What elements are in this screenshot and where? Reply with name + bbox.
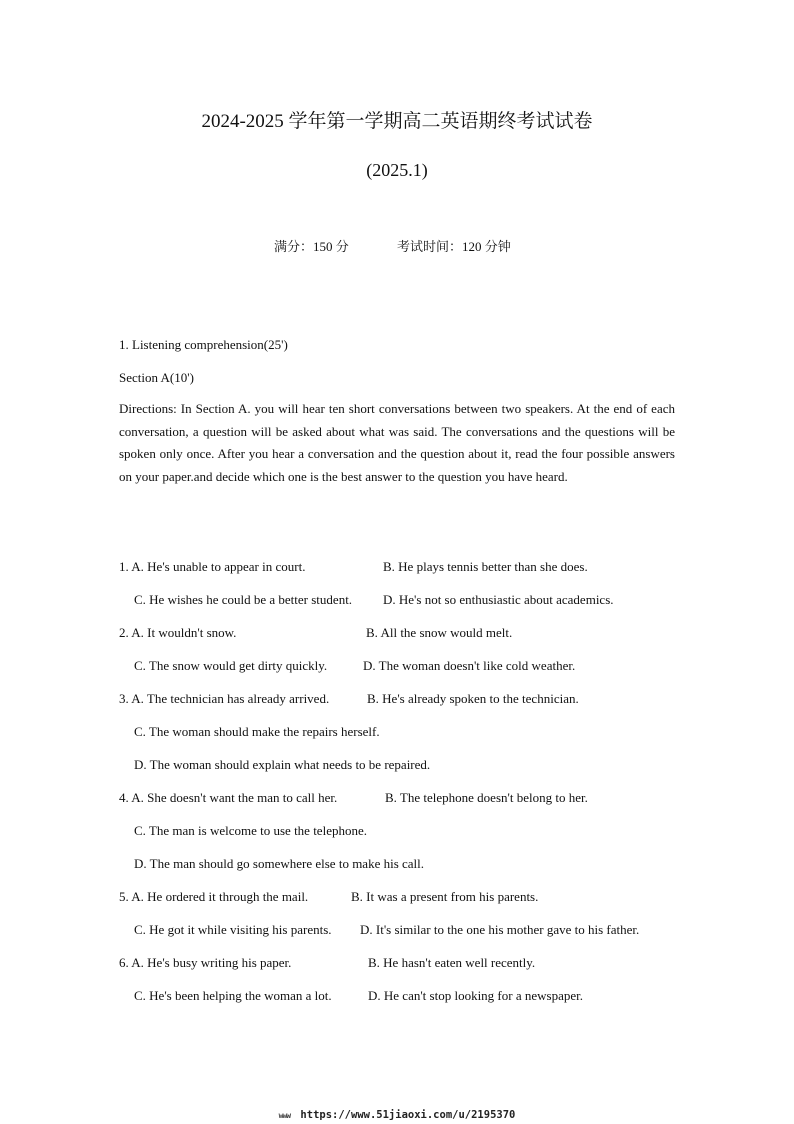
q2-option-c: C. The snow would get dirty quickly. <box>134 658 328 673</box>
full-score: 满分：150 分 <box>274 239 349 254</box>
directions-paragraph: Directions: In Section A. you will hear ten short conversations between two speakers. At the end of each conversation, a question will be asked about what was said. The conversations and the questions will be spoken only once. After you hear a conversation and the question about it, read the four possible answers on your paper.and decide which one is the best answer to the question you have heard. <box>119 401 675 484</box>
q5-option-c: C. He got it while visiting his parents. <box>134 922 332 937</box>
q4-option-d: D. The man should go somewhere else to make his call. <box>134 856 425 871</box>
q5-option-a: 5. A. He ordered it through the mail. <box>119 889 309 904</box>
footer-url[interactable]: https://www.51jiaoxi.com/u/2195370 <box>300 1109 516 1121</box>
q5-option-b: B. It was a present from his parents. <box>351 889 539 904</box>
q5-option-d: D. It's similar to the one his mother gave to his father. <box>360 922 640 937</box>
q2-option-b: B. All the snow would melt. <box>366 625 513 640</box>
q2-option-a: 2. A. It wouldn't snow. <box>119 625 237 640</box>
q2-option-d: D. The woman doesn't like cold weather. <box>363 658 576 673</box>
q4-option-a: 4. A. She doesn't want the man to call her. <box>119 790 338 805</box>
q6-option-b: B. He hasn't eaten well recently. <box>368 955 536 970</box>
q6-option-c: C. He's been helping the woman a lot. <box>134 988 332 1003</box>
section-title: Section A(10') <box>119 370 194 385</box>
q1-option-c: C. He wishes he could be a better student. <box>134 592 353 607</box>
q3-option-b: B. He's already spoken to the technician. <box>367 691 579 706</box>
q1-option-b: B. He plays tennis better than she does. <box>383 559 588 574</box>
part-title: 1. Listening comprehension(25') <box>119 337 288 352</box>
q6-option-d: D. He can't stop looking for a newspaper. <box>368 988 583 1003</box>
q6-option-a: 6. A. He's busy writing his paper. <box>119 955 292 970</box>
q1-option-a: 1. A. He's unable to appear in court. <box>119 559 306 574</box>
footer-watermark <box>0 1109 794 1121</box>
footer-logo: www <box>278 1111 291 1120</box>
q3-option-a: 3. A. The technician has already arrived. <box>119 691 330 706</box>
exam-date: (2025.1) <box>366 160 428 180</box>
q3-option-d: D. The woman should explain what needs to be repaired. <box>134 757 431 772</box>
exam-time: 考试时间：120 分钟 <box>397 239 511 254</box>
q3-option-c: C. The woman should make the repairs herself. <box>134 724 380 739</box>
q1-option-d: D. He's not so enthusiastic about academics. <box>383 592 614 607</box>
exam-title: 2024-2025 学年第一学期高二英语期终考试试卷 <box>201 111 593 132</box>
q4-option-c: C. The man is welcome to use the telephone. <box>134 823 367 838</box>
q4-option-b: B. The telephone doesn't belong to her. <box>385 790 588 805</box>
